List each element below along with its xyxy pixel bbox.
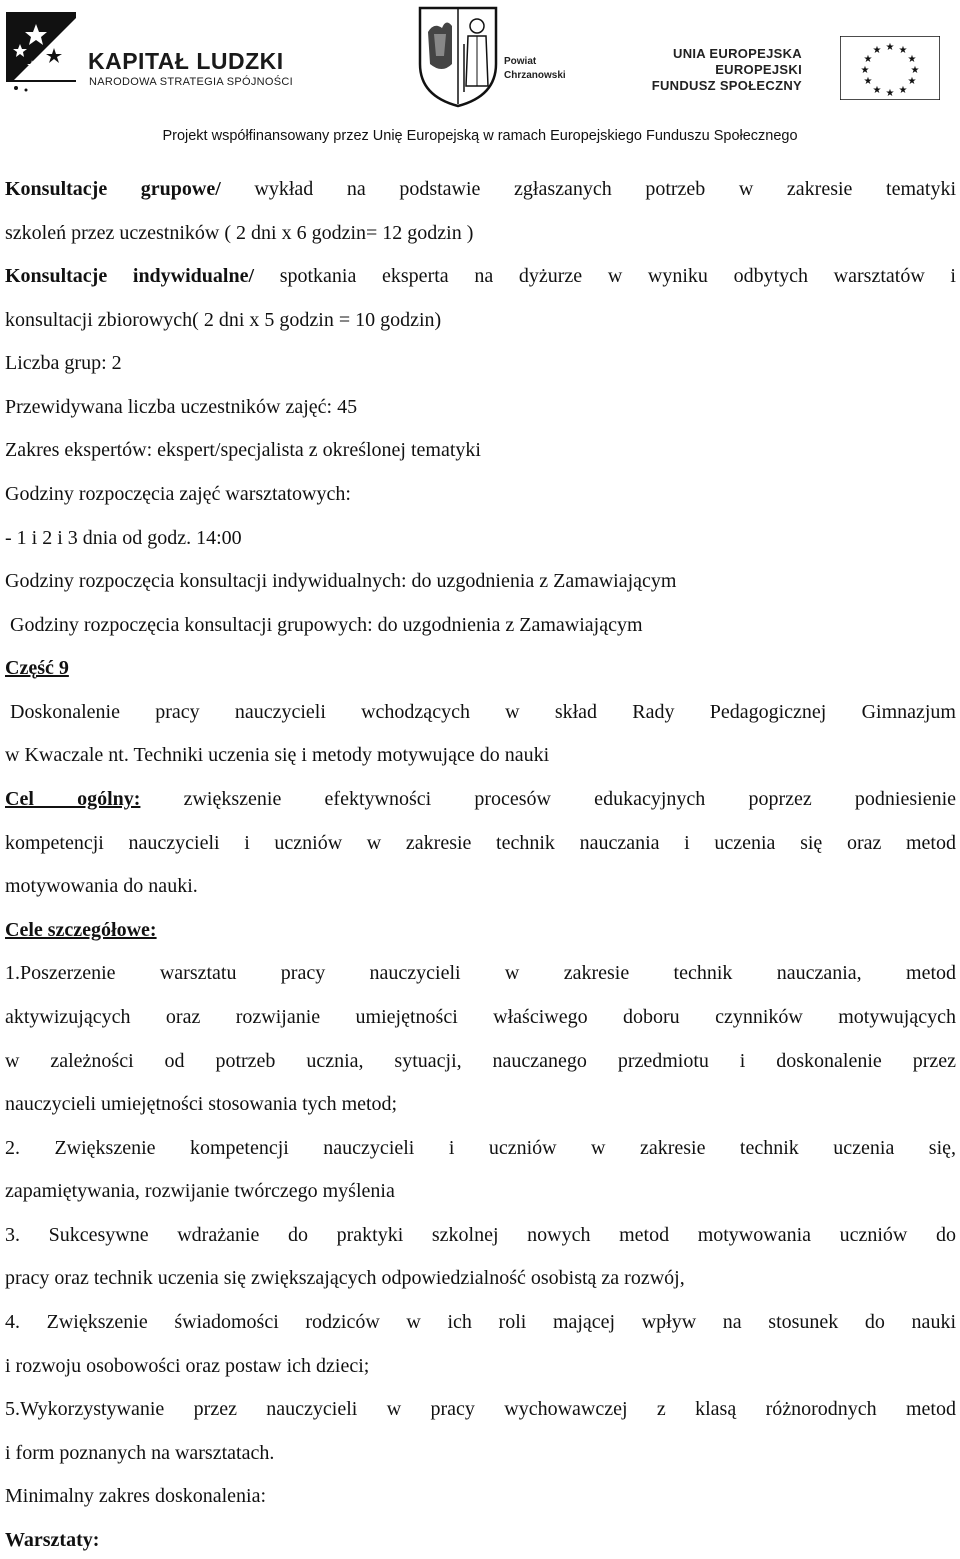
project-funding-caption: Projekt współfinansowany przez Unię Europejską w ramach Europejskiego Funduszu Społecznego (162, 128, 798, 144)
page-header (0, 0, 960, 160)
svg-text:★: ★ (885, 88, 895, 99)
svg-text:★: ★ (898, 45, 908, 56)
text-line: Minimalny zakres doskonalenia: (5, 1485, 267, 1507)
section-heading: Część 9 (5, 657, 69, 679)
kapital-ludzki-subtitle: NARODOWA STRATEGIA SPÓJNOŚCI (89, 76, 293, 88)
eu-logo-line2: EUROPEJSKI (715, 62, 802, 77)
svg-text:★: ★ (860, 65, 870, 76)
kapital-ludzki-title: KAPITAŁ LUDZKI (88, 48, 284, 74)
svg-text:★: ★ (910, 65, 920, 76)
text-line: aktywizujących oraz rozwijanie umiejętności właściwego doboru czynników motywujących (5, 1006, 956, 1028)
text-line: 3. Sukcesywne wdrażanie do praktyki szkolnej nowych metod motywowania uczniów do (5, 1224, 956, 1246)
text-line: nauczycieli umiejętności stosowania tych metod; (5, 1093, 398, 1115)
text-line: w Kwaczale nt. Techniki uczenia się i metody motywujące do nauki (5, 744, 550, 766)
text-line: i rozwoju osobowości oraz postaw ich dzieci; (5, 1355, 370, 1377)
text-line: Doskonalenie pracy nauczycieli wchodzących w skład Rady Pedagogicznej Gimnazjum (10, 701, 956, 723)
svg-text:★: ★ (907, 54, 917, 65)
text-line: Konsultacje grupowe/ wykład na podstawie zgłaszanych potrzeb w zakresie tematyki (5, 178, 956, 200)
text-line: Godziny rozpoczęcia konsultacji grupowych: do uzgodnienia z Zamawiającym (10, 614, 643, 636)
svg-text:★: ★ (863, 76, 873, 87)
text-line: motywowania do nauki. (5, 875, 198, 897)
text-line: 5.Wykorzystywanie przez nauczycieli w pracy wychowawczej z klasą różnorodnych metod (5, 1398, 956, 1420)
svg-text:★: ★ (885, 42, 895, 53)
svg-text:★: ★ (872, 85, 882, 96)
text-line: Godziny rozpoczęcia zajęć warsztatowych: (5, 483, 351, 505)
powiat-line2: Chrzanowski (504, 70, 566, 81)
text-line: 1.Poszerzenie warsztatu pracy nauczycieli w zakresie technik nauczania, metod (5, 962, 956, 984)
section-heading: Warsztaty: (5, 1529, 100, 1551)
svg-text:★: ★ (898, 85, 908, 96)
general-goal-label: Cel ogólny: (5, 788, 141, 810)
text-line: 4. Zwiększenie świadomości rodziców w ich roli mającej wpływ na stosunek do nauki (5, 1311, 956, 1333)
svg-text:★: ★ (872, 45, 882, 56)
section-heading: Cele szczegółowe: (5, 919, 157, 941)
text-line: Godziny rozpoczęcia konsultacji indywidualnych: do uzgodnienia z Zamawiającym (5, 570, 677, 592)
text-line: Liczba grup: 2 (5, 352, 122, 374)
coat-of-arms-icon (416, 4, 500, 108)
eu-flag-icon (840, 36, 940, 100)
text-line: pracy oraz technik uczenia się zwiększających odpowiedzialność osobistą za rozwój, (5, 1267, 685, 1289)
text-line: zapamiętywania, rozwijanie twórczego myślenia (5, 1180, 395, 1202)
text-line: szkoleń przez uczestników ( 2 dni x 6 godzin= 12 godzin ) (5, 222, 474, 244)
text-line: konsultacji zbiorowych( 2 dni x 5 godzin = 10 godzin) (5, 309, 442, 331)
text-line: Cel ogólny: zwiększenie efektywności procesów edukacyjnych poprzez podniesienie (5, 788, 957, 810)
svg-text:★: ★ (863, 54, 873, 65)
eu-social-fund-logo (650, 36, 950, 116)
group-consultations-heading: Konsultacje grupowe/ (5, 178, 221, 200)
text-line: Zakres ekspertów: ekspert/specjalista z określonej tematyki (5, 439, 481, 461)
eu-logo-line1: UNIA EUROPEJSKA (673, 46, 802, 61)
individual-consultations-heading: Konsultacje indywidualne/ (5, 265, 255, 287)
text-line: - 1 i 2 i 3 dnia od godz. 14:00 (5, 527, 242, 549)
powiat-chrzanowski-logo (416, 4, 566, 108)
text-line: w zależności od potrzeb ucznia, sytuacji, nauczanego przedmiotu i doskonalenie przez (5, 1050, 956, 1072)
text-line: Konsultacje indywidualne/ spotkania eksperta na dyżurze w wyniku odbytych warsztatów i (5, 265, 956, 287)
powiat-line1: Powiat (504, 56, 537, 67)
eu-logo-line3: FUNDUSZ SPOŁECZNY (651, 78, 802, 93)
text-line: Przewidywana liczba uczestników zajęć: 45 (5, 396, 358, 418)
kapital-ludzki-logo (6, 10, 296, 100)
text-line: 2. Zwiększenie kompetencji nauczycieli i uczniów w zakresie technik uczenia się, (5, 1137, 956, 1159)
text-line: i form poznanych na warsztatach. (5, 1442, 275, 1464)
svg-text:★: ★ (907, 76, 917, 87)
text-line: kompetencji nauczycieli i uczniów w zakresie technik nauczania i uczenia się oraz metod (5, 832, 956, 854)
kapital-ludzki-star-icon (6, 10, 84, 96)
